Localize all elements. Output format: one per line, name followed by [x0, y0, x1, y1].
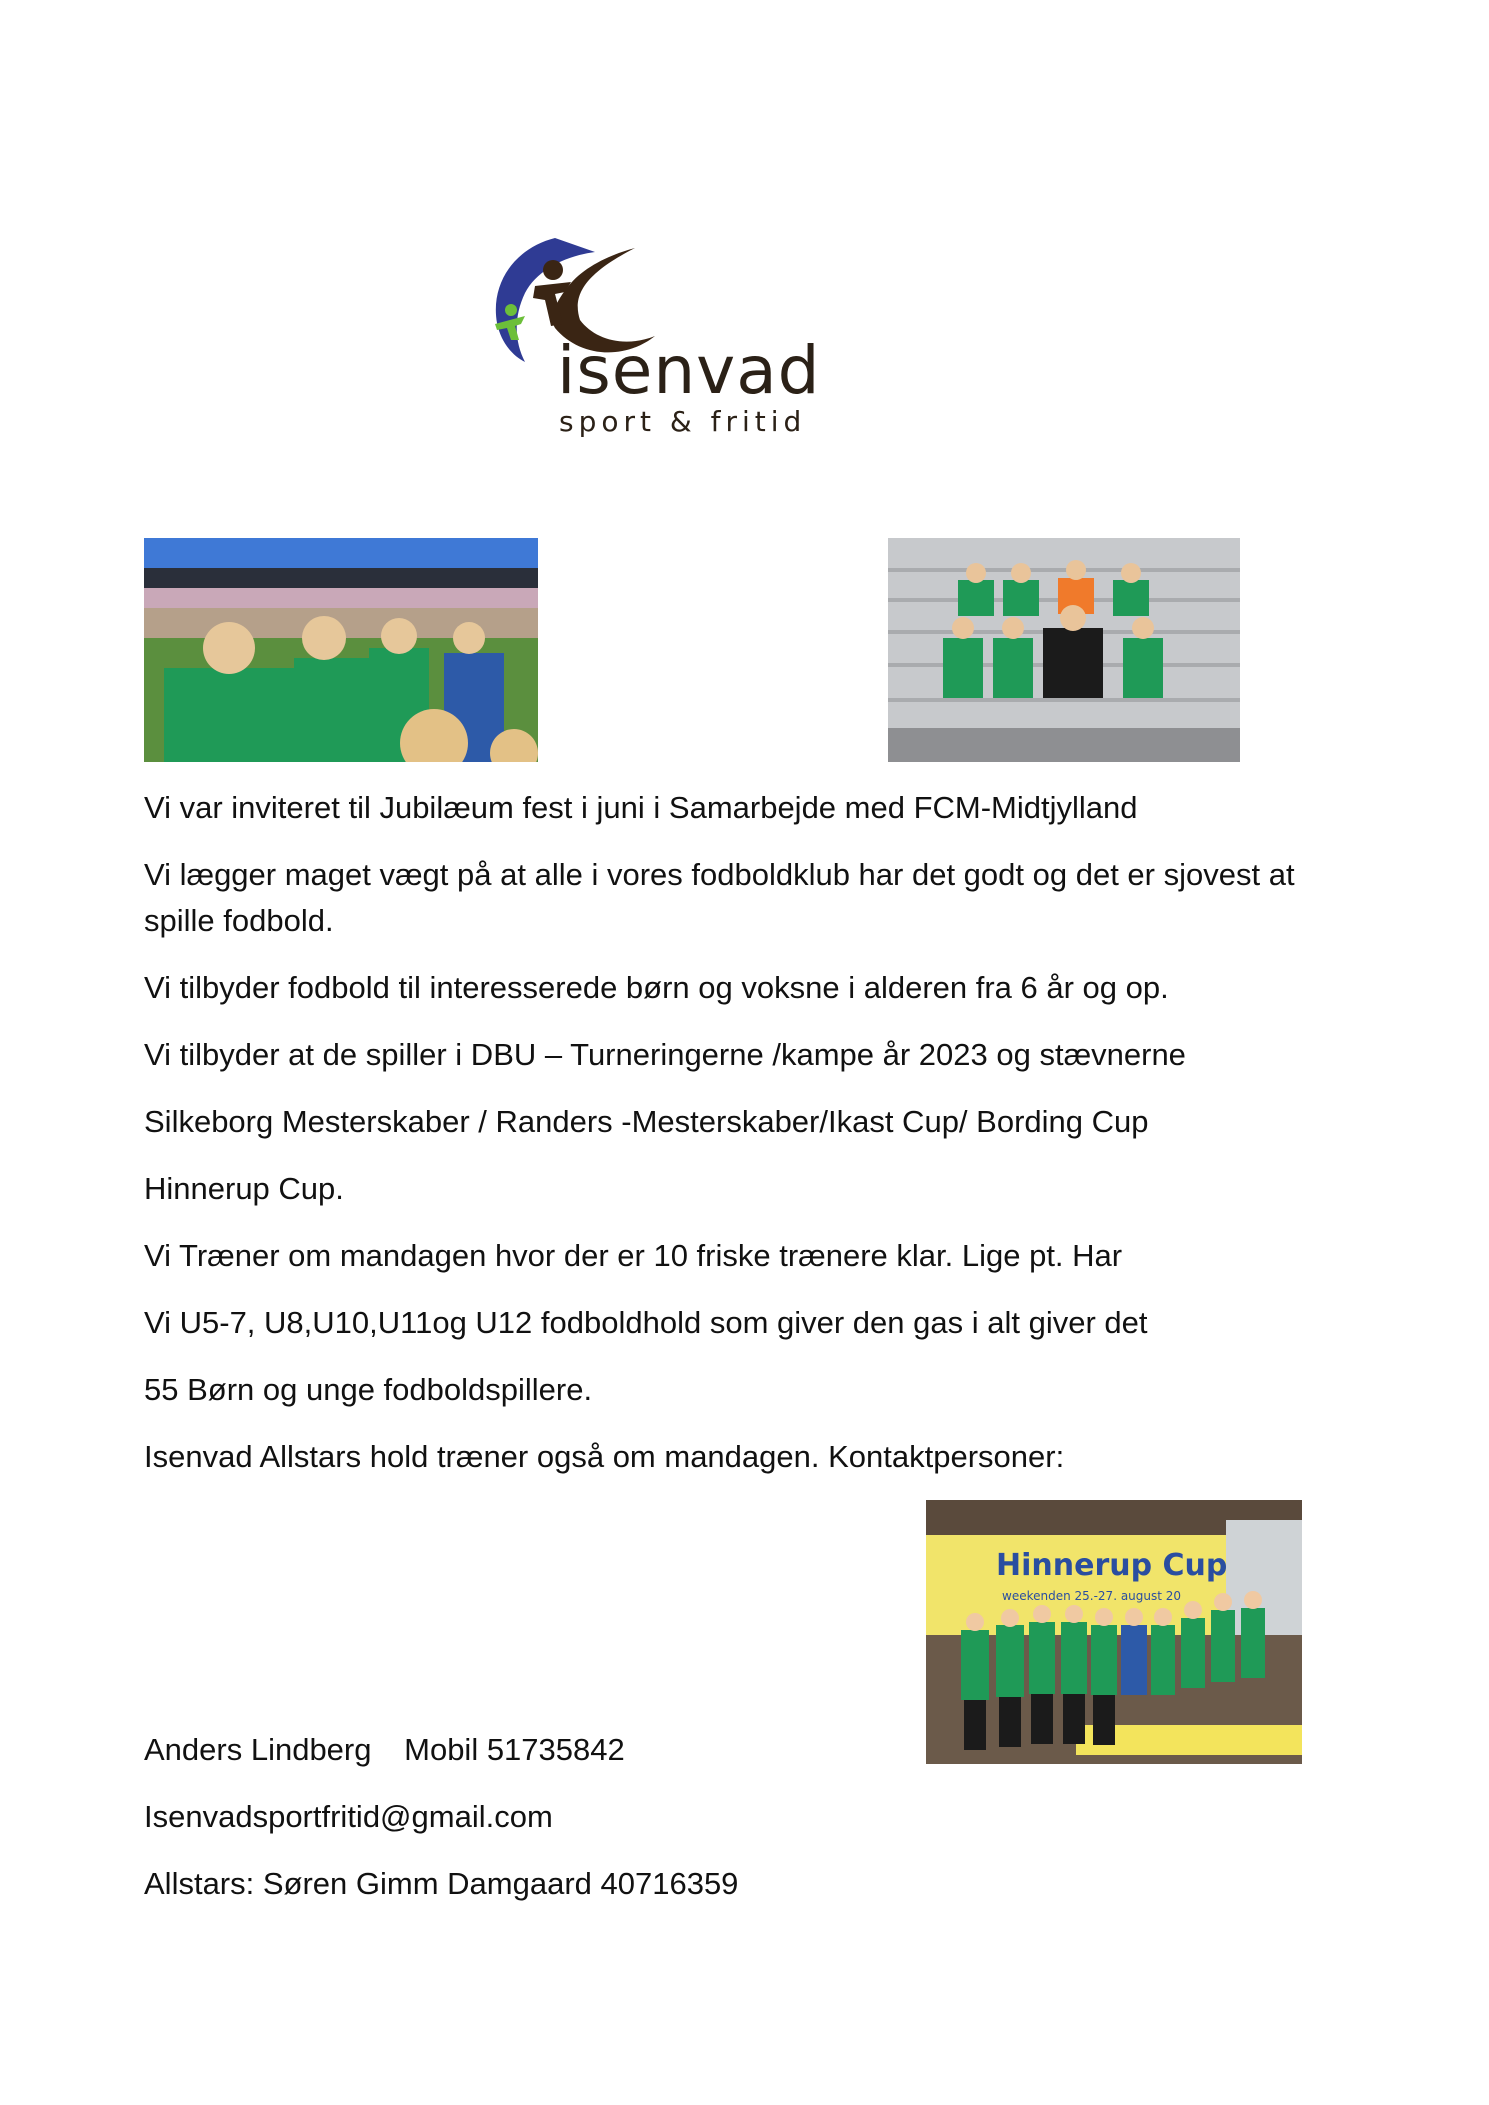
- allstars-line: Isenvad Allstars hold træner også om mandagen. Kontaktpersoner:: [144, 1439, 1065, 1474]
- teams-line: Vi U5-7, U8,U10,U11og U12 fodboldhold som giver den gas i alt giver det: [144, 1305, 1148, 1340]
- team-steps-photo-icon: [888, 538, 1240, 762]
- contact-person: [144, 1728, 625, 1772]
- cup-team-photo-icon: [926, 1500, 1302, 1764]
- contact-email[interactable]: Isenvadsportfritid@gmail.com: [144, 1799, 553, 1834]
- intro-line: Vi var inviteret til Jubilæum fest i juni i Samarbejde med FCM-Midtjylland: [144, 790, 1138, 825]
- cup-team-photo: [926, 1500, 1302, 1764]
- allstars-contact: Allstars: Søren Gimm Damgaard 40716359: [144, 1866, 739, 1901]
- contact-mobile: Mobil 51735842: [404, 1732, 625, 1767]
- club-logo: [485, 228, 825, 440]
- logo-name: isenvad: [557, 332, 821, 409]
- values-paragraph: Vi lægger maget vægt på at alle i vores fodboldklub har det godt og det er sjovest at spille fodbold.: [144, 857, 1295, 938]
- training-line: Vi Træner om mandagen hvor der er 10 friske trænere klar. Lige pt. Har: [144, 1238, 1123, 1273]
- offer-line: Vi tilbyder fodbold til interesserede børn og voksne i alderen fra 6 år og op.: [144, 970, 1169, 1005]
- championships-line: Silkeborg Mesterskaber / Randers -Mesterskaber/Ikast Cup/ Bording Cup: [144, 1104, 1149, 1139]
- tournaments-line: Vi tilbyder at de spiller i DBU – Turneringerne /kampe år 2023 og stævnerne: [144, 1037, 1186, 1072]
- hinnerup-line: Hinnerup Cup.: [144, 1171, 344, 1206]
- contact-name: Anders Lindberg: [144, 1732, 372, 1767]
- banner-subtitle: weekenden 25.-27. august 20: [1002, 1589, 1182, 1603]
- stadium-photo: [144, 538, 538, 762]
- logo-subtitle: sport & fritid: [559, 405, 807, 438]
- team-steps-photo: [888, 538, 1240, 762]
- stadium-photo-icon: [144, 538, 538, 762]
- banner-title: Hinnerup Cup: [996, 1548, 1228, 1583]
- players-count-line: 55 Børn og unge fodboldspillere.: [144, 1372, 593, 1407]
